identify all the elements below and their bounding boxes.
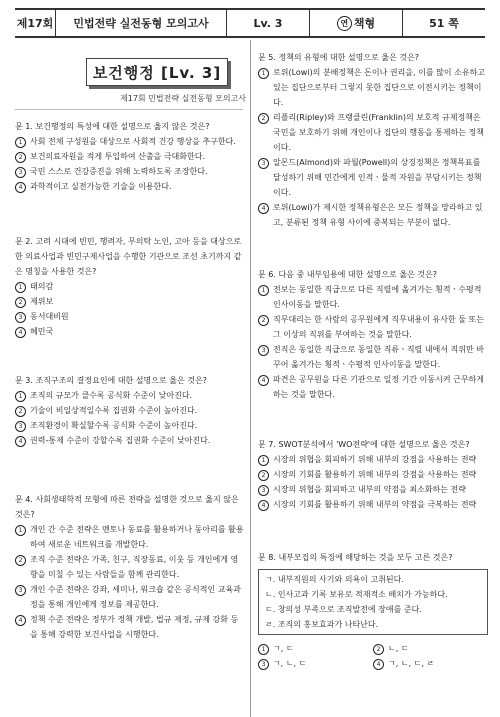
option[interactable] — [15, 149, 245, 164]
option-text: ㄱ, ㄴ, ㄷ — [273, 659, 307, 668]
option[interactable] — [258, 342, 488, 372]
option-number: 1 — [15, 282, 26, 293]
booklet-circle-mark: 연 — [337, 16, 352, 31]
title-underline — [15, 109, 243, 110]
option[interactable] — [15, 522, 245, 552]
option-number: 4 — [15, 436, 26, 447]
option-text: 개인 수준 전략은 강좌, 세미나, 워크숍 같은 공식적인 교육과정을 통해 개인에게 정보를 제공한다. — [30, 585, 241, 609]
option-text: 시장의 위협을 회피하기 위해 내부의 강점을 사용하는 전략 — [273, 455, 477, 464]
option[interactable] — [15, 309, 245, 324]
page-count: 51 쪽 — [429, 17, 459, 30]
option-number: 1 — [15, 137, 26, 148]
option[interactable] — [15, 612, 245, 642]
option[interactable] — [15, 582, 245, 612]
option[interactable] — [258, 312, 488, 342]
question-text: 문 1. 보건행정의 특성에 대한 설명으로 옳지 않은 것은? — [15, 122, 210, 131]
question-text: 문 5. 정책의 유형에 대한 설명으로 옳은 것은? — [258, 53, 420, 62]
option[interactable] — [15, 164, 245, 179]
exam-title: 민법전략 실전동형 모의고사 — [56, 10, 227, 36]
question-5 — [258, 50, 488, 230]
option-number: 4 — [373, 659, 384, 670]
option-text: 조직환경이 확실할수록 공식화 수준이 높아진다. — [30, 421, 198, 430]
option-number: 2 — [258, 470, 269, 481]
option-number: 1 — [15, 525, 26, 536]
option[interactable] — [258, 482, 488, 497]
question-8 — [258, 550, 488, 671]
statement: ㄱ. 내부직원의 사기와 의욕이 고취된다. — [265, 575, 404, 584]
option[interactable] — [15, 179, 245, 194]
option-text: 로위(Lowi)가 제시한 정책유형은은 모든 정책을 망라하고 있고, 분류된 정책 유형 사이에 중복되는 부분이 없다. — [273, 203, 483, 227]
statement: ㄷ. 창의성 부족으로 조직발전에 장애를 준다. — [265, 605, 422, 614]
option-text: 시장의 기회를 활용하기 위해 내부의 강점을 사용하는 전략 — [273, 470, 477, 479]
option-text: ㄱ, ㄷ — [273, 644, 294, 653]
option-text: 과학적이고 실전가능한 기술을 이용한다. — [30, 182, 172, 191]
option-text: ㄱ, ㄴ, ㄷ, ㄹ — [388, 659, 435, 668]
option[interactable] — [258, 452, 488, 467]
option[interactable] — [373, 641, 488, 656]
option-number: 1 — [15, 391, 26, 402]
option-number: 3 — [258, 659, 269, 670]
option-number: 4 — [15, 615, 26, 626]
column-divider — [250, 40, 251, 717]
option-number: 4 — [258, 500, 269, 511]
option-number: 2 — [15, 152, 26, 163]
option-number: 2 — [258, 315, 269, 326]
option-number: 4 — [15, 327, 26, 338]
option[interactable] — [258, 497, 488, 512]
option-text: 알몬드(Almond)와 파월(Powell)의 상징정책은 정책목표를 달성하기 위해 민간에게 인적ㆍ물적 자원을 부담시키는 정책이다. — [273, 158, 482, 197]
question-7 — [258, 437, 488, 512]
statement: ㄹ. 조직의 홍보효과가 나타난다. — [265, 620, 379, 629]
option[interactable] — [258, 372, 488, 402]
option-text: 개인 간 수준 전략은 멘토나 동료를 활용하거나 동아리를 활용하여 새로운 네트워크를 개발한다. — [30, 525, 244, 549]
option-number: 2 — [258, 113, 269, 124]
question-text: 문 2. 고려 시대에 빈민, 행려자, 무의탁 노인, 고아 등을 대상으로 한 의료사업과 빈민구제사업을 수행한 기관으로 조선 초기까지 같은 명칭을 사용한 것은? — [15, 237, 242, 276]
option-number: 3 — [258, 485, 269, 496]
option[interactable] — [15, 433, 245, 448]
option-number: 4 — [258, 203, 269, 214]
option-text: 정책 수준 전략은 정부가 정책 개발, 법규 제정, 규제 강화 등을 통해 강력한 보건사업을 시행한다. — [30, 615, 239, 639]
statement-box — [258, 569, 488, 635]
option-number: 3 — [258, 158, 269, 169]
option[interactable] — [258, 641, 373, 656]
option-text: 파견은 공무원을 다른 기관으로 일정 기간 이동시켜 근무하게 하는 것을 말한다. — [273, 375, 484, 399]
option[interactable] — [15, 418, 245, 433]
option-number: 3 — [15, 421, 26, 432]
option-text: 권력-통제 수준이 강할수록 집권화 수준이 낮아진다. — [30, 436, 211, 445]
option-text: 로위(Lowi)의 분배정책은 돈이나 권리을, 이를 많이 소유하고 있는 집단으로부터 그렇지 못한 집단으로 이전시키는 정책이다. — [273, 68, 486, 107]
option-number: 1 — [258, 455, 269, 466]
question-text: 문 8. 내부모집의 특징에 해당하는 것을 모두 고른 것은? — [258, 553, 453, 562]
option-number: 2 — [15, 406, 26, 417]
option-number: 3 — [15, 585, 26, 596]
option-text: 조직의 규모가 클수록 공식화 수준이 낮아진다. — [30, 391, 193, 400]
question-1 — [15, 119, 245, 194]
subject-subtitle: 제17회 민법전략 실전동형 모의고사 — [120, 94, 246, 103]
option-number: 4 — [15, 182, 26, 193]
option-number: 2 — [15, 555, 26, 566]
subject-title: 보건행정 [Lv. 3] — [86, 58, 228, 86]
option[interactable] — [15, 134, 245, 149]
option[interactable] — [373, 656, 488, 671]
question-text: 문 3. 조직구조의 결정요인에 대한 설명으로 옳은 것은? — [15, 376, 207, 385]
question-text: 문 4. 사회생태학적 모형에 따른 전략을 설명한 것으로 옳지 않은 것은? — [15, 495, 239, 519]
exam-header — [15, 8, 485, 38]
option-text: 전직은 동일한 직급으로 동일한 직류ㆍ직렬 내에서 직위만 바꾸어 옮겨가는 횡적ㆍ수평적 인사이동을 말한다. — [273, 345, 484, 369]
option[interactable] — [15, 552, 245, 582]
option[interactable] — [258, 65, 488, 110]
option-text: 직무대리는 한 사람의 공무원에게 직무내용이 유사한 둘 또는 그 이상의 직위를 부여하는 것을 말한다. — [273, 315, 484, 339]
option[interactable] — [15, 324, 245, 339]
option-text: 보건의료자원을 적게 투입하여 산출을 극대화한다. — [30, 152, 206, 161]
option[interactable] — [258, 110, 488, 155]
option-text: 제위보 — [30, 297, 54, 306]
level: Lv. 3 — [227, 10, 310, 36]
round-number: 제17회 — [15, 10, 56, 36]
option[interactable] — [15, 403, 245, 418]
option[interactable] — [258, 155, 488, 200]
option-text: ㄴ, ㄷ — [388, 644, 409, 653]
option-text: 동서대비원 — [30, 312, 69, 321]
option-number: 3 — [258, 345, 269, 356]
option-text: 혜민국 — [30, 327, 54, 336]
question-3 — [15, 373, 245, 448]
option-number: 2 — [15, 297, 26, 308]
option-number: 1 — [258, 68, 269, 79]
option-number: 4 — [258, 375, 269, 386]
option-number: 1 — [258, 644, 269, 655]
option-number: 1 — [258, 285, 269, 296]
question-4 — [15, 492, 245, 642]
option[interactable] — [258, 200, 488, 230]
option-text: 리플리(Ripley)와 프랭클린(Franklin)의 보호적 규제정책은 국민을 보호하기 위해 개인이나 집단의 행동을 통제하는 정책이다. — [273, 113, 484, 152]
answer-grid — [258, 641, 488, 671]
option[interactable] — [15, 279, 245, 294]
option[interactable] — [15, 388, 245, 403]
option-text: 사회 전체 구성원을 대상으로 사회적 건강 행상을 추구한다. — [30, 137, 236, 146]
question-text: 문 6. 다음 중 내부임용에 대한 설명으로 옳은 것은? — [258, 270, 438, 279]
option[interactable] — [258, 282, 488, 312]
option-text: 기술이 비일상적일수록 집권화 수준이 높아진다. — [30, 406, 198, 415]
option[interactable] — [258, 467, 488, 482]
statement: ㄴ. 인사고과 기록 보유로 적재적소 배치가 가능하다. — [265, 590, 448, 599]
option-text: 국민 스스로 건강증진을 위해 노력하도록 조장한다. — [30, 167, 208, 176]
option-number: 3 — [15, 167, 26, 178]
option[interactable] — [258, 656, 373, 671]
option-text: 태의감 — [30, 282, 54, 291]
option-text: 시장의 위협을 회피하고 내부의 약점을 최소화하는 전략 — [273, 485, 466, 494]
booklet-type — [310, 10, 403, 36]
option-number: 3 — [15, 312, 26, 323]
option-text: 조직 수준 전략은 가족, 친구, 직장동료, 이웃 등 개인에게 영향을 미칠 수 있는 사람들을 함께 관리한다. — [30, 555, 239, 579]
option-text: 전보는 동일한 직급으로 다른 직렬에 옮겨가는 횡적ㆍ수평적 인사이동을 말한다. — [273, 285, 482, 309]
option-text: 시장의 기회를 활용하기 위해 내부의 약점을 극복하는 전략 — [273, 500, 477, 509]
booklet-label: 책형 — [353, 17, 376, 30]
question-2 — [15, 234, 245, 339]
question-6 — [258, 267, 488, 402]
option-number: 2 — [373, 644, 384, 655]
question-text: 문 7. SWOT분석에서 'WO전략'에 대한 설명으로 옳은 것은? — [258, 440, 470, 449]
option[interactable] — [15, 294, 245, 309]
